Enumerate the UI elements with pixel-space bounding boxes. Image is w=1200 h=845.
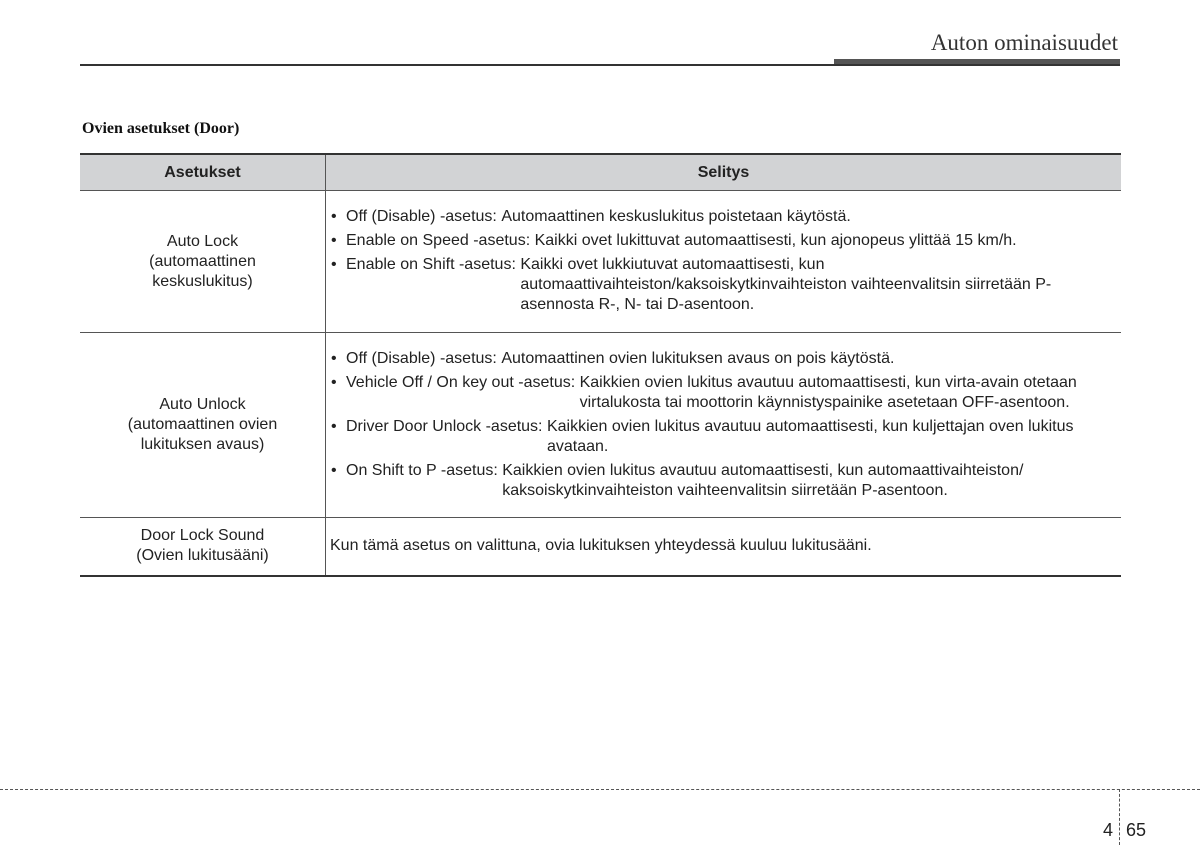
setting-name-cell (80, 191, 326, 333)
door-settings-table (80, 153, 1121, 577)
section-title: Ovien asetukset (Door) (82, 120, 240, 137)
option-label: • Off (Disable) -asetus: (346, 208, 502, 225)
table-row (80, 191, 1121, 333)
setting-description-cell (326, 333, 1122, 518)
setting-name-line: keskuslukitus) (152, 272, 253, 290)
setting-name-line: (automaattinen (149, 252, 256, 270)
setting-description-cell (326, 191, 1122, 333)
option-text: Kaikkien ovien lukitus avautuu automaattisesti, kun automaattivaihteiston/ kaksoiskytkinvaihteiston vaihteenvalitsin siirretään P-asentoon. (502, 461, 1024, 499)
option-text: Automaattinen keskuslukitus poistetaan käytöstä. (501, 208, 851, 225)
column-header-description: Selitys (326, 154, 1122, 191)
setting-name-line: Auto Lock (166, 232, 239, 250)
setting-name-cell (80, 518, 326, 576)
setting-name-cell (80, 333, 326, 518)
bullet-item (326, 231, 1121, 251)
page-number: 65 (1126, 820, 1147, 840)
setting-name-line: lukituksen avaus) (140, 436, 265, 453)
setting-description-text: Kun tämä asetus on valittuna, ovia lukituksen yhteydessä kuuluu lukitusääni. (330, 537, 872, 555)
footer-dashed-divider (1119, 789, 1120, 845)
option-text: Kaikkien ovien lukitus avautuu automaattisesti, kun virta-avain otetaan virtalukosta tai moottorin käynnistyspainike asetetaan OFF-asentoon. (579, 373, 1077, 411)
table-row (80, 518, 1121, 576)
bullet-item (326, 255, 1121, 315)
page-header-title: Auton ominaisuudet (930, 30, 1118, 55)
option-label: • Driver Door Unlock -asetus: (346, 417, 547, 435)
setting-name-line: Auto Unlock (159, 396, 246, 413)
setting-name-line: Door Lock Sound (140, 527, 265, 545)
footer-dashed-rule (0, 789, 1200, 790)
option-label: • Vehicle Off / On key out -asetus: (346, 373, 580, 391)
bullet-list (326, 207, 1121, 315)
bullet-item (326, 417, 1121, 457)
option-label: • Enable on Speed -asetus: (346, 232, 535, 249)
setting-description-cell (326, 518, 1122, 576)
header-rule (80, 64, 1120, 66)
chapter-number: 4 (1103, 820, 1114, 840)
option-text: Kaikki ovet lukittuvat automaattisesti, kun ajonopeus ylittää 15 km/h. (534, 232, 1017, 249)
table-header-row (80, 154, 1121, 191)
bullet-item (326, 349, 1121, 369)
option-label: • On Shift to P -asetus: (346, 461, 503, 479)
setting-name-line: (Ovien lukitusääni) (136, 547, 269, 565)
option-text: Kaikkien ovien lukitus avautuu automaattisesti, kun kuljettajan oven lukitus avataan. (546, 417, 1074, 455)
option-text: Kaikki ovet lukkiutuvat automaattisesti, kun automaattivaihteiston/kaksoiskytkinvaihteiston vaihteenvalitsin siirretään P-asennosta R-, N- tai D-asentoon. (520, 256, 1052, 313)
table-row (80, 333, 1121, 518)
setting-name-line: (automaattinen ovien (127, 416, 278, 433)
bullet-item (326, 373, 1121, 413)
bullet-list (326, 349, 1121, 501)
option-label: • Off (Disable) -asetus: (346, 349, 502, 367)
option-text: Automaattinen ovien lukituksen avaus on pois käytöstä. (501, 349, 895, 367)
column-header-settings: Asetukset (80, 154, 326, 191)
bullet-item (326, 461, 1121, 501)
option-label: • Enable on Shift -asetus: (346, 256, 521, 273)
bullet-item (326, 207, 1121, 227)
